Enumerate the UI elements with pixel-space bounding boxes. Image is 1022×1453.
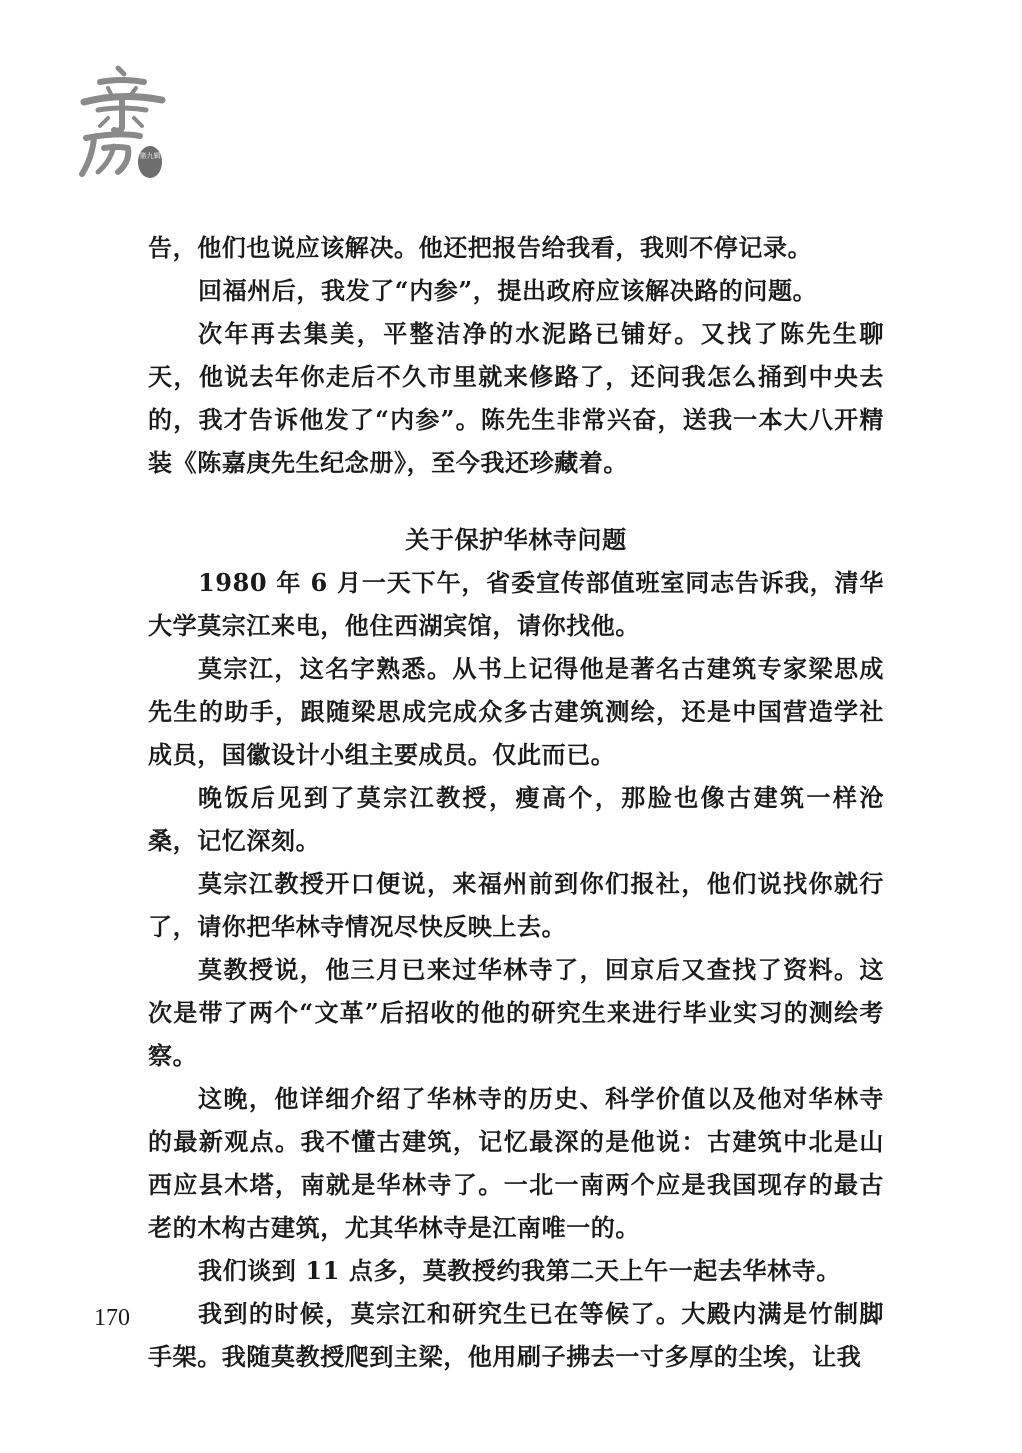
section-title: 关于保护华林寺问题: [405, 525, 627, 554]
series-logo-graphic: [78, 62, 168, 182]
paragraph: 我们谈到 11 点多，莫教授约我第二天上午一起去华林寺。: [198, 1256, 841, 1285]
paragraph: 这晚，他详细介绍了华林寺的历史、科学价值以及他对华林寺的最新观点。我不懂古建筑，记忆最深的是他说：古建筑中北是山西应县木塔，南就是华林寺了。一北一南两个应是我国现存的最古老的木构古建筑，尤其华林寺是江南唯一的。: [148, 1084, 884, 1242]
page-number: 170: [94, 1305, 130, 1331]
paragraph: 次年再去集美，平整洁净的水泥路已铺好。又找了陈先生聊天，他说去年你走后不久市里就来修路了，还问我怎么捅到中央去的，我才告诉他发了“内参”。陈先生非常兴奋，送我一本大八开精装《陈嘉庚先生纪念册》，至今我还珍藏着。: [148, 319, 884, 477]
paragraph: 莫教授说，他三月已来过华林寺了，回京后又查找了资料。这次是带了两个“文革”后招收的他的研究生来进行毕业实习的测绘考察。: [148, 955, 884, 1070]
paragraph: 1980 年 6 月一天下午，省委宣传部值班室同志告诉我，清华大学莫宗江来电，他住西湖宾馆，请你找他。: [148, 568, 884, 640]
paragraph: 我到的时候，莫宗江和研究生已在等候了。大殿内满是竹制脚手架。我随莫教授爬到主梁，他用刷子拂去一寸多厚的尘埃，让我: [148, 1299, 884, 1371]
paragraph: 告，他们也说应该解决。他还把报告给我看，我则不停记录。: [148, 233, 813, 262]
series-logo: [78, 62, 168, 182]
paragraph: 莫宗江教授开口便说，来福州前到你们报社，他们说找你就行了，请你把华林寺情况尽快反映上去。: [148, 869, 884, 941]
seal-mark: [138, 146, 162, 178]
paragraph: 莫宗江，这名字熟悉。从书上记得他是著名古建筑专家梁思成先生的助手，跟随梁思成完成众多古建筑测绘，还是中国营造学社成员，国徽设计小组主要成员。仅此而已。: [148, 654, 884, 769]
paragraph: 晚饭后见到了莫宗江教授，瘦高个，那脸也像古建筑一样沧桑，记忆深刻。: [148, 783, 884, 855]
main-content: [148, 226, 884, 1378]
paragraph: 回福州后，我发了“内参”，提出政府应该解决路的问题。: [198, 276, 818, 305]
logo-sub-text: 第九辑: [139, 152, 161, 160]
